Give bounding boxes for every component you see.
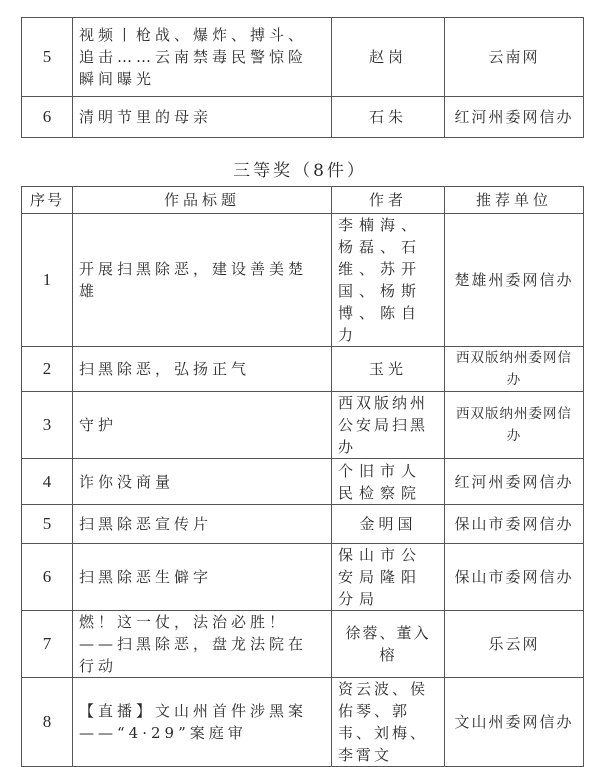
table-row xyxy=(22,18,584,97)
recommending-unit: 西双版纳州委网信办 xyxy=(445,392,584,459)
row-number: 1 xyxy=(22,214,73,347)
row-number: 5 xyxy=(22,18,73,97)
author: 徐蓉、董入榕 xyxy=(332,611,445,678)
author: 金明国 xyxy=(332,505,445,544)
author: 玉光 xyxy=(332,347,445,392)
author: 西双版纳州公安局扫黑办 xyxy=(332,392,445,459)
work-title: 视频丨枪战、爆炸、搏斗、追击……云南禁毒民警惊险瞬间曝光 xyxy=(73,18,332,97)
recommending-unit: 云南网 xyxy=(445,18,584,97)
award-table-continued xyxy=(21,17,584,138)
row-number: 3 xyxy=(22,392,73,459)
header-author: 作者 xyxy=(332,187,445,214)
work-title: 扫黑除恶，弘扬正气 xyxy=(73,347,332,392)
work-title: 扫黑除恶宣传片 xyxy=(73,505,332,544)
recommending-unit: 红河州委网信办 xyxy=(445,97,584,138)
work-title: 扫黑除恶生僻字 xyxy=(73,544,332,611)
table-row xyxy=(22,505,584,544)
table-row xyxy=(22,392,584,459)
work-title: 燃！这一仗，法治必胜！——扫黑除恶，盘龙法院在行动 xyxy=(73,611,332,678)
author: 李楠海、杨磊、石维、苏开国、杨斯博、陈自力 xyxy=(332,214,445,347)
row-number: 2 xyxy=(22,347,73,392)
work-title: 【直播】文山州首件涉黑案——“4·29”案庭审 xyxy=(73,678,332,767)
table-row xyxy=(22,544,584,611)
table-row xyxy=(22,611,584,678)
recommending-unit: 楚雄州委网信办 xyxy=(445,214,584,347)
recommending-unit: 西双版纳州委网信办 xyxy=(445,347,584,392)
author: 赵岗 xyxy=(332,18,445,97)
work-title: 诈你没商量 xyxy=(73,459,332,505)
header-unit: 推荐单位 xyxy=(445,187,584,214)
row-number: 8 xyxy=(22,678,73,767)
row-number: 7 xyxy=(22,611,73,678)
third-prize-table xyxy=(21,186,584,767)
header-num: 序号 xyxy=(22,187,73,214)
recommending-unit: 文山州委网信办 xyxy=(445,678,584,767)
table-row xyxy=(22,214,584,347)
header-title: 作品标题 xyxy=(73,187,332,214)
table-row xyxy=(22,459,584,505)
section-heading: 三等奖（8件） xyxy=(233,161,367,181)
work-title: 开展扫黑除恶，建设善美楚雄 xyxy=(73,214,332,347)
row-number: 4 xyxy=(22,459,73,505)
table-row xyxy=(22,347,584,392)
table-header-row xyxy=(22,187,584,214)
row-number: 6 xyxy=(22,97,73,138)
author: 保山市公安局隆阳分局 xyxy=(332,544,445,611)
author: 个旧市人民检察院 xyxy=(332,459,445,505)
recommending-unit: 保山市委网信办 xyxy=(445,544,584,611)
row-number: 5 xyxy=(22,505,73,544)
work-title: 清明节里的母亲 xyxy=(73,97,332,138)
table-row xyxy=(22,97,584,138)
row-number: 6 xyxy=(22,544,73,611)
recommending-unit: 红河州委网信办 xyxy=(445,459,584,505)
work-title: 守护 xyxy=(73,392,332,459)
author: 资云波、侯佑琴、郭韦、刘梅、李霄文 xyxy=(332,678,445,767)
recommending-unit: 保山市委网信办 xyxy=(445,505,584,544)
recommending-unit: 乐云网 xyxy=(445,611,584,678)
author: 石朱 xyxy=(332,97,445,138)
table-row xyxy=(22,678,584,767)
